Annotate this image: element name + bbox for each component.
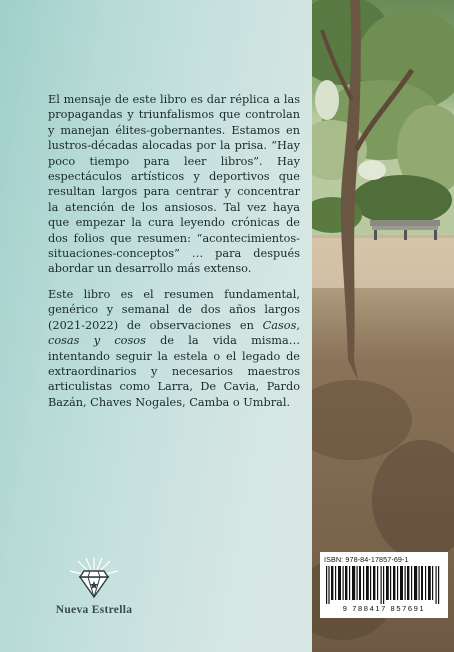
book-title: Casos, cosas y cosos	[48, 318, 300, 348]
barcode-icon	[326, 566, 442, 604]
blurb-paragraph-1: El mensaje de este libro es dar réplica a las propagandas y triunfalismos que controlan y manejan élites-gobernantes. Estamos en lustros-décadas alocadas por la prisa. “Hay poco tiempo para leer libros”. Hay espectáculos artísticos y deportivos que resultan largos para centrar y concentrar la atención de los ansiosos. Tal vez haya que empezar la cura leyendo crónicas de dos folios que resumen: “acontecimientos-situaciones-conceptos” … para después abordar un desarrollo más extenso.	[48, 93, 300, 276]
blurb-paragraph-2: Este libro es el resumen fundamental, genérico y semanal de dos años largos (2021-2022) de observaciones en Casos, cosas y cosos de la vida misma… intentando seguir la estela o el legado de extraordinarios y necesarios maestros articulistas como Larra, De Cavia, Pardo Bazán, Chaves Nogales, Camba o Umbral.	[48, 287, 300, 409]
publisher-name: Nueva Estrella	[55, 604, 133, 616]
isbn-label: ISBN: 978-84-17857-69-1	[324, 555, 409, 564]
isbn-barcode	[320, 552, 448, 618]
barcode-digits: 9 788417 857691	[342, 604, 426, 613]
blurb-text	[48, 92, 300, 420]
diamond-star-logo-icon	[64, 555, 124, 603]
